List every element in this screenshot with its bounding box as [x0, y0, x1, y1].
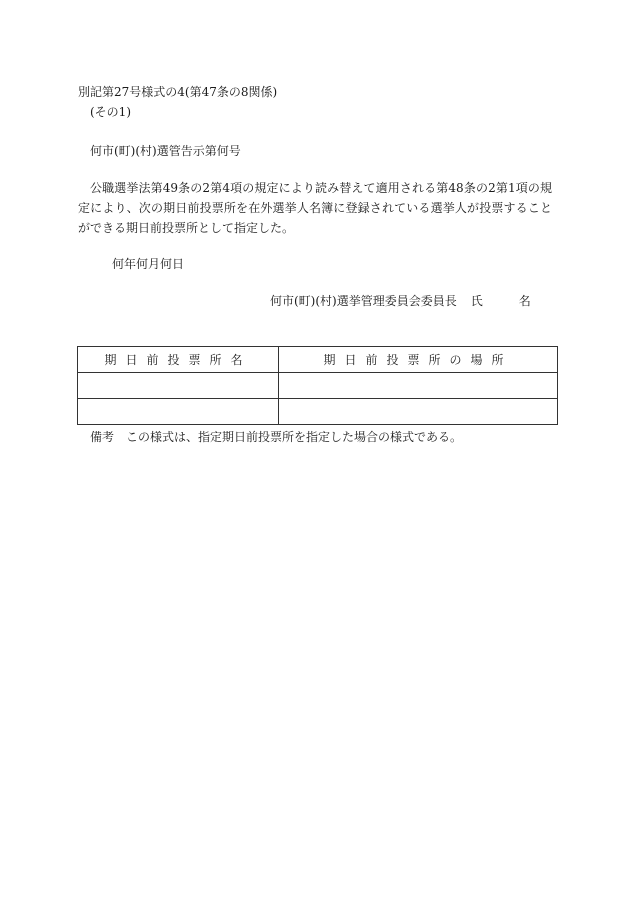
notice-number: 何市(町)(村)選管告示第何号	[90, 144, 241, 158]
signatory-title: 何市(町)(村)選挙管理委員会委員長	[270, 294, 457, 308]
form-sub-heading: (その1)	[90, 105, 131, 119]
signatory-name-label-left: 氏	[470, 294, 483, 308]
station-location-cell	[279, 373, 558, 399]
polling-station-table	[77, 346, 558, 425]
signatory-name-label-right: 名	[518, 294, 531, 308]
remark-note: 備考 この様式は、指定期日前投票所を指定した場合の様式である。	[90, 430, 463, 444]
header-station-name: 期日前投票所名	[78, 347, 279, 373]
station-location-cell	[279, 399, 558, 425]
table-row	[78, 373, 558, 399]
header-station-location: 期日前投票所の場所	[279, 347, 558, 373]
signature-line	[270, 292, 531, 310]
table-row	[78, 399, 558, 425]
form-heading: 別記第27号様式の4(第47条の8関係)	[78, 85, 278, 99]
notice-date: 何年何月何日	[112, 257, 185, 271]
notice-body-text: 公職選挙法第49条の2第4項の規定により読み替えて適用される第48条の2第1項の規定により、次の期日前投票所を在外選挙人名簿に登録されている選挙人が投票することができる期日前投票所として指定した。	[78, 181, 552, 235]
table-header-row	[78, 347, 558, 373]
station-name-cell	[78, 373, 279, 399]
station-name-cell	[78, 399, 279, 425]
